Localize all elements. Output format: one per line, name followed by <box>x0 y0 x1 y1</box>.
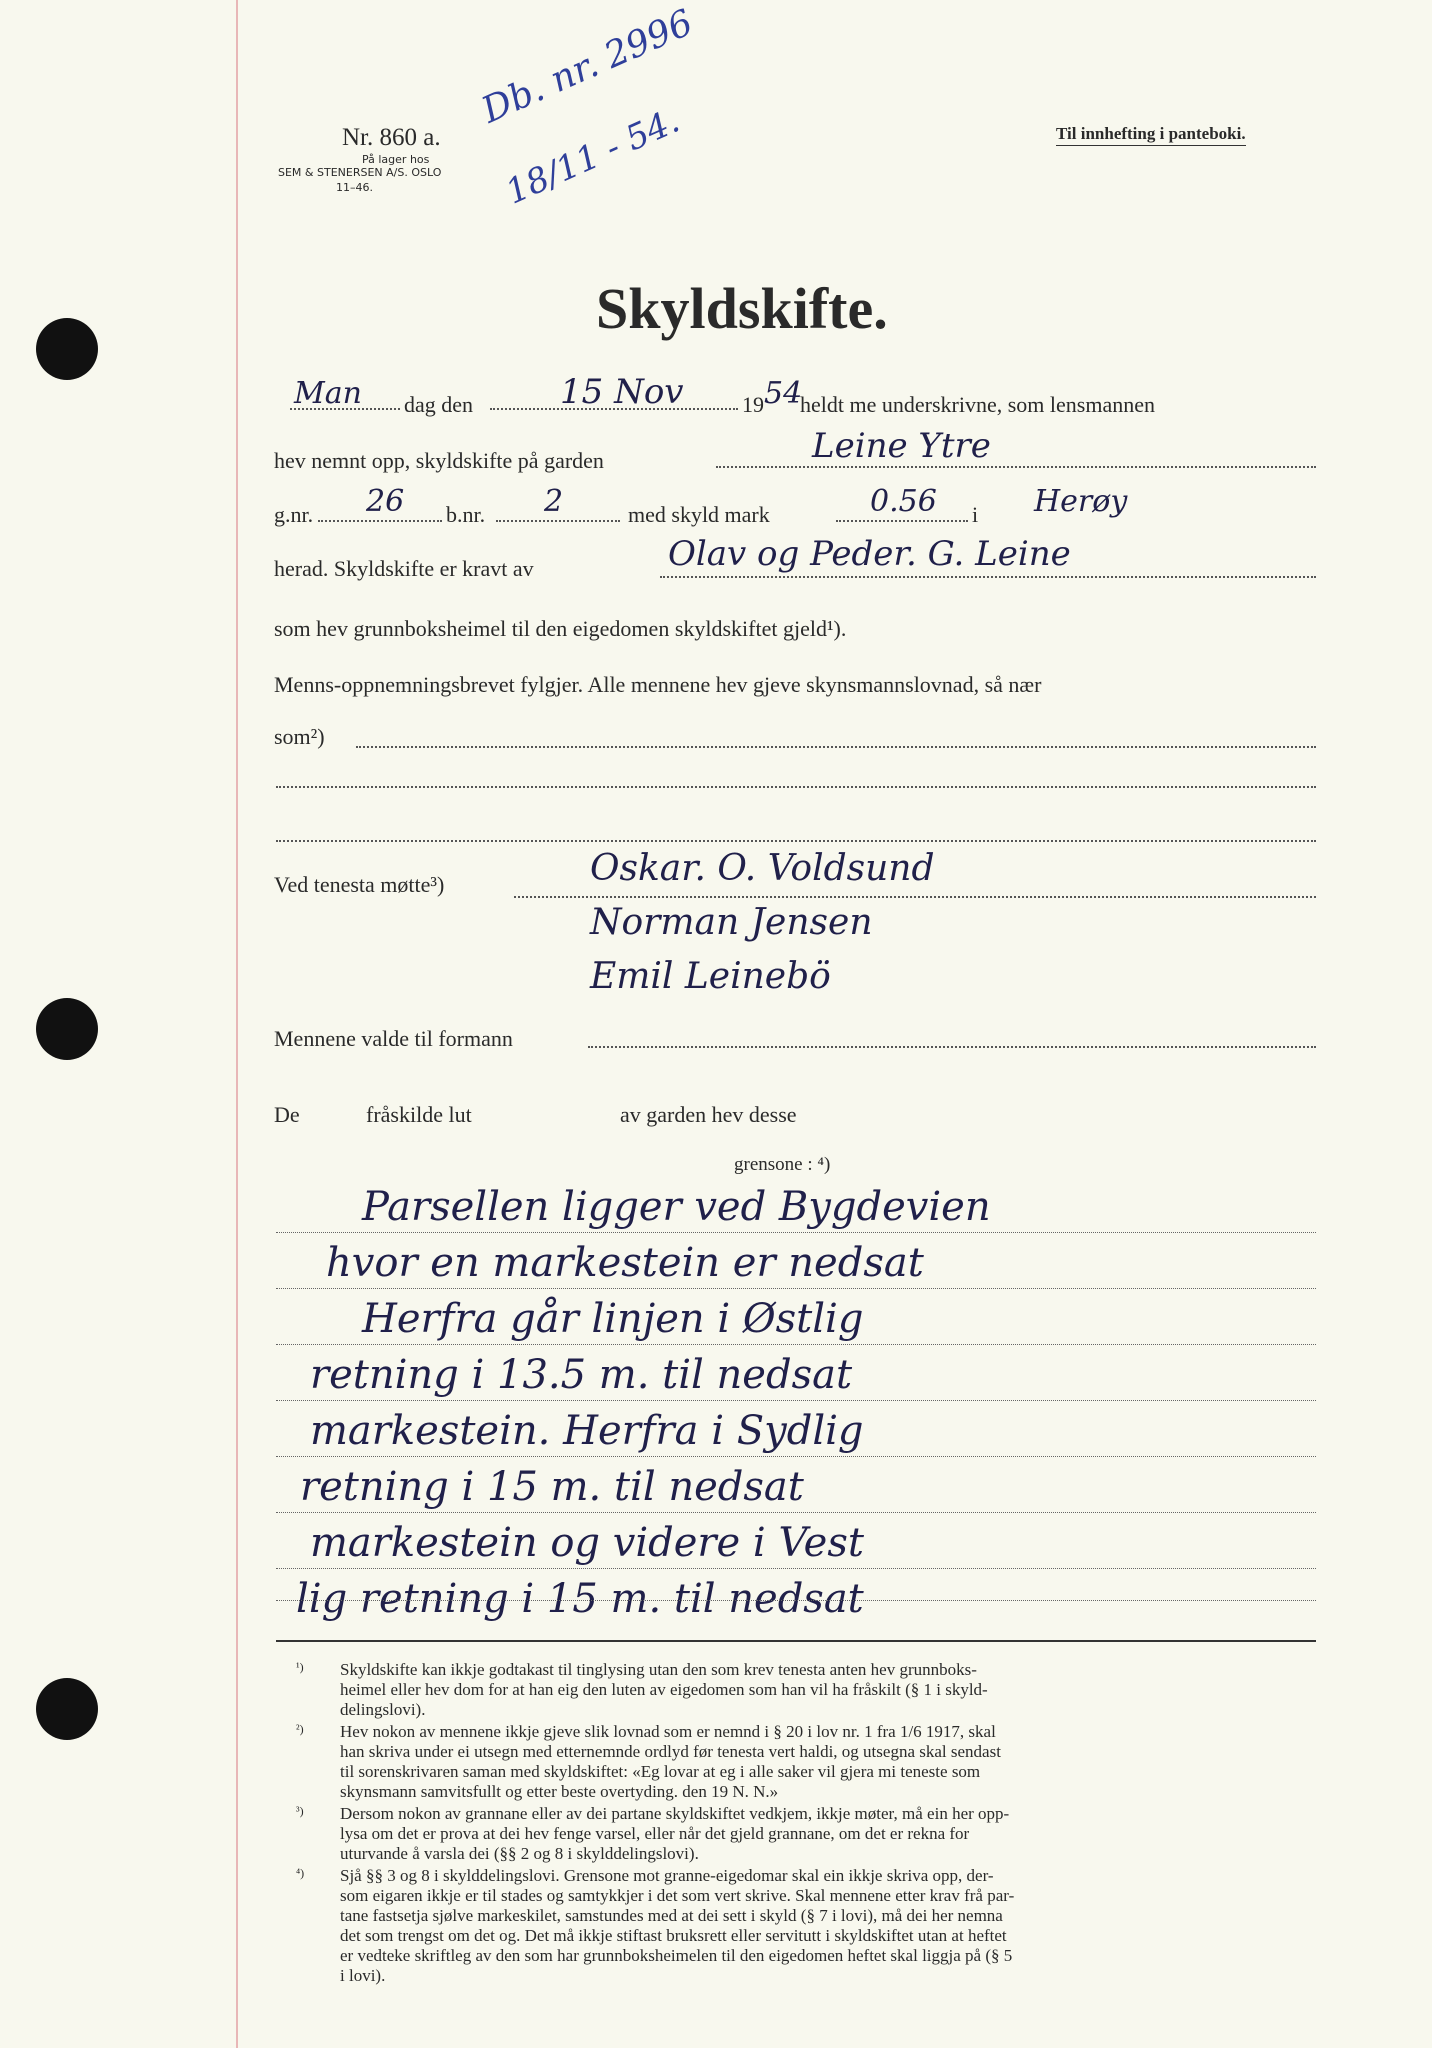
punch-hole <box>36 998 98 1060</box>
page-title: Skyldskifte. <box>596 276 888 341</box>
herad-handwritten: Herøy <box>1034 484 1128 519</box>
boundary-text-handwritten: retning i 15 m. til nedsat <box>300 1464 804 1510</box>
label-text: med skyld mark <box>628 502 770 527</box>
label-text: b.nr. <box>446 502 486 527</box>
footnote-text: i lovi). <box>340 1966 386 1985</box>
mark-value-handwritten: 0.56 <box>870 484 937 519</box>
punch-hole <box>36 318 98 380</box>
footnote-text: skynsmann samvitsfullt og etter beste overtyding. den 19 N. N.» <box>340 1782 779 1801</box>
fill-line <box>660 576 1316 578</box>
footnote-divider <box>276 1640 1316 1642</box>
label-text: Menns-oppnemningsbrevet fylgjer. Alle mennene hev gjeve skynsmannslovnad, så nær <box>274 672 1042 697</box>
footnote-text: tane fastsetja sjølve markeskilet, samstundes med at dei sett i skyld (§ 7 i lovi), må dei her nemna <box>340 1906 1003 1925</box>
boundary-text-handwritten: retning i 13.5 m. til nedsat <box>310 1352 853 1398</box>
fill-line <box>514 896 1316 898</box>
ruled-line <box>276 1456 1316 1457</box>
footnote-marker: ³) <box>296 1804 304 1818</box>
fill-line <box>356 746 1316 748</box>
label-text: dag den <box>404 392 474 417</box>
fill-line <box>276 840 1316 842</box>
label-text: som hev grunnboksheimel til den eigedomen skyldskiftet gjeld¹). <box>274 616 847 641</box>
label-text: De <box>274 1102 300 1127</box>
label-text: av garden hev desse <box>620 1102 797 1127</box>
footnote-marker: ²) <box>296 1722 304 1736</box>
boundary-text-handwritten: markestein og videre i Vest <box>310 1520 864 1566</box>
label-text: herad. Skyldskifte er kravt av <box>274 556 534 581</box>
fill-line <box>836 520 968 522</box>
footnote-text: han skriva under ei utsegn med etternemnde ordlyd før tenesta vert haldi, og utsegna skal sendast <box>340 1742 1001 1761</box>
footnote-text: til sorenskrivaren saman med skyldskiftet: «Eg lovar at eg i alle saker vil gjera mi teneste som <box>340 1762 981 1781</box>
ruled-line <box>276 1288 1316 1289</box>
ruled-line <box>276 1344 1316 1345</box>
footnote-text: er vedteke skriftleg av den som har grunnboksheimelen til den eigedomen heftet skal liggja på (§ 5 <box>340 1946 1013 1965</box>
fill-line <box>496 520 620 522</box>
boundary-text-handwritten: Parsellen ligger ved Bygdevien <box>362 1184 991 1230</box>
ruled-line <box>276 1400 1316 1401</box>
label-text: Mennene valde til formann <box>274 1026 513 1051</box>
gnr-handwritten: 26 <box>366 484 405 519</box>
fill-line <box>490 408 738 410</box>
label-text: 19 <box>742 392 764 417</box>
ruled-line <box>276 1512 1316 1513</box>
fill-line <box>318 520 442 522</box>
publisher-line: På lager hos <box>362 153 430 166</box>
binding-note: Til innhefting i panteboki. <box>1056 124 1246 146</box>
year-handwritten: 54 <box>764 376 803 411</box>
footnote-text: heimel eller hev dom for at han eig den luten av eigedomen som han vil ha fråskilt (§ 1 i skyld- <box>340 1680 988 1699</box>
footnote-text: Skyldskifte kan ikkje godtakast til tinglysing utan den som krev tenesta anten hev grunnboks- <box>340 1660 977 1679</box>
footnote-marker: ¹) <box>296 1660 304 1674</box>
label-text: hev nemnt opp, skyldskifte på garden <box>274 448 604 473</box>
footnote-marker: ⁴) <box>296 1866 305 1880</box>
footnote-text: lysa om det er prova at dei hev fenge varsel, eller når det gjeld grannane, om det er rekna for <box>340 1824 970 1843</box>
label-text: som²) <box>274 724 325 749</box>
ruled-line <box>276 1568 1316 1569</box>
footnote-text: Dersom nokon av grannane eller av dei partane skyldskiftet vedkjem, ikkje møter, må ein her opp- <box>340 1804 1010 1823</box>
ruled-line <box>276 1600 1316 1601</box>
fill-line <box>716 466 1316 468</box>
label-text: fråskilde lut <box>366 1102 472 1127</box>
footnote-text: Sjå §§ 3 og 8 i skylddelingslovi. Grensone mot granne-eigedomar skal ein ikkje skriva opp, der- <box>340 1866 994 1885</box>
footnote-text: det som trengst om det og. Det må ikkje stiftast bruksrett eller servitutt i skyldskiftet utan at heftet <box>340 1926 1007 1945</box>
publisher-line: SEM & STENERSEN A/S. OSLO <box>278 166 442 179</box>
farm-name-handwritten: Leine Ytre <box>812 426 991 466</box>
label-text: grensone : ⁴) <box>734 1154 831 1175</box>
publisher-line: 11–46. <box>336 181 373 194</box>
footnote-text: Hev nokon av mennene ikkje gjeve slik lovnad som er nemnd i § 20 i lov nr. 1 fra 1/6 1917, skal <box>340 1722 996 1741</box>
fill-line <box>290 408 400 410</box>
boundary-text-handwritten: lig retning i 15 m. til nedsat <box>296 1576 864 1622</box>
fill-line <box>588 1046 1316 1048</box>
footnote-text: uturvande å varsla dei (§§ 2 og 8 i skylddelingslovi). <box>340 1844 699 1863</box>
man-present-handwritten: Oskar. O. Voldsund <box>590 848 935 889</box>
footnote-text: som eigaren ikkje er til stades og samtykkjer i det som vert skrive. Skal mennene etter krav frå par- <box>340 1886 1015 1905</box>
date-handwritten: 15 Nov <box>560 372 684 412</box>
bnr-handwritten: 2 <box>544 484 564 519</box>
man-present-handwritten: Norman Jensen <box>590 902 873 943</box>
label-text: g.nr. <box>274 502 314 527</box>
ruled-line <box>276 1232 1316 1233</box>
label-text: i <box>972 502 979 527</box>
fill-line <box>276 786 1316 788</box>
red-margin-line <box>236 0 238 2048</box>
man-present-handwritten: Emil Leinebö <box>590 956 831 997</box>
boundary-text-handwritten: hvor en markestein er nedsat <box>326 1240 924 1286</box>
requester-handwritten: Olav og Peder. G. Leine <box>668 534 1071 574</box>
boundary-text-handwritten: Herfra går linjen i Østlig <box>362 1296 864 1342</box>
punch-hole <box>36 1678 98 1740</box>
footnote-text: delingslovi). <box>340 1700 426 1719</box>
boundary-text-handwritten: markestein. Herfra i Sydlig <box>310 1408 864 1454</box>
registration-number-handwritten: Db. nr. 2996 <box>476 2 699 132</box>
form-number: Nr. 860 a. <box>342 124 441 151</box>
label-text: Ved tenesta møtte³) <box>274 872 445 897</box>
weekday-handwritten: Man <box>294 376 362 411</box>
registration-date-handwritten: 18/11 - 54. <box>500 100 686 213</box>
label-text: heldt me underskrivne, som lensmannen <box>800 392 1155 417</box>
